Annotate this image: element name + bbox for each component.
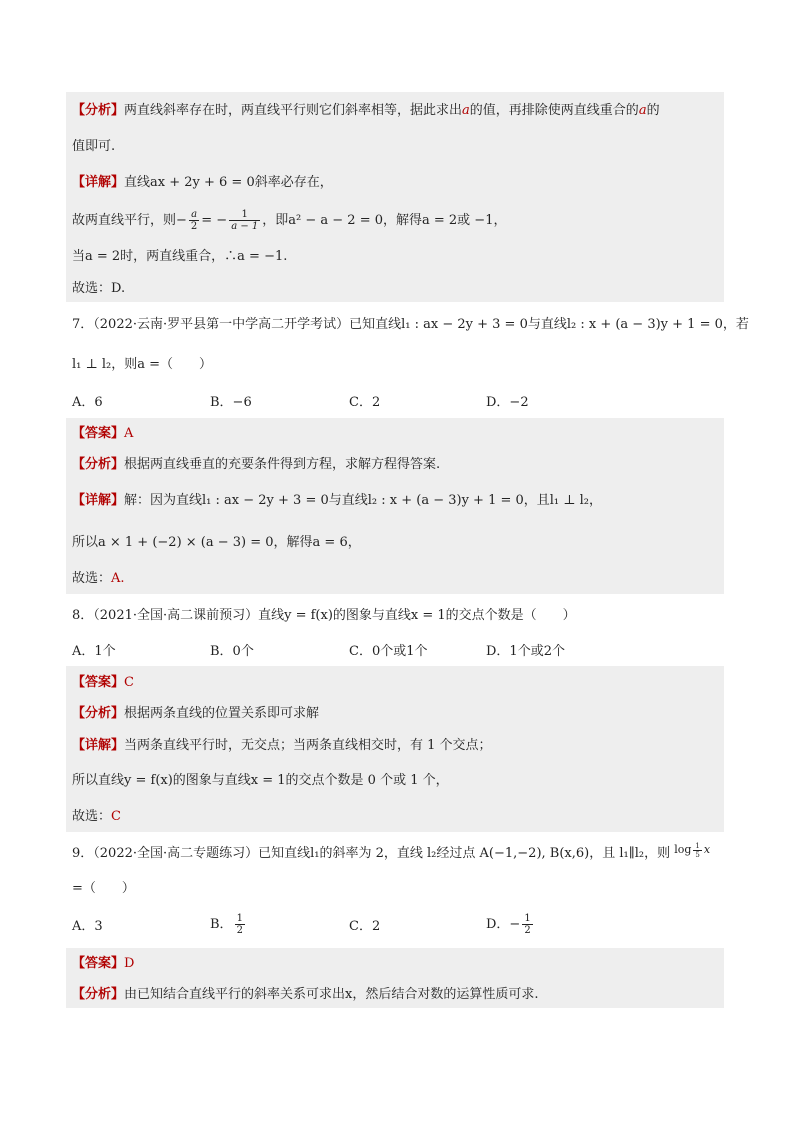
q6-frac2: $\frac{1}{a - 1}$ xyxy=(231,209,259,232)
q6-analysis-text2: 的值，再排除使两直线重合的 xyxy=(469,103,639,118)
q9-analysis-tag: 【分析】 xyxy=(72,987,125,1002)
q8-option-a: A．1个 xyxy=(72,644,116,659)
q7-answer-tag: 【答案】 xyxy=(72,426,125,441)
q6-line2-b: ，即a² − a − 2 = 0，解得a = 2或 −1， xyxy=(262,213,507,228)
q7-choose-line xyxy=(72,570,125,588)
q6-choose: 故选：D. xyxy=(72,281,126,296)
q6-analysis-cont: 值即可. xyxy=(72,139,116,154)
q7-answer-value: A xyxy=(124,426,134,441)
q8-choose-label: 故选： xyxy=(72,809,112,824)
q9-option-a: A．3 xyxy=(72,919,103,934)
q6-eq-mid: = − xyxy=(201,213,228,228)
q9-log-expr: log $\frac{1}{5}$ x xyxy=(674,842,711,859)
q7-stem-line2: l₁ ⊥ l₂，则a =（ ） xyxy=(72,357,213,372)
q6-parallel-line xyxy=(72,206,506,236)
q7-detail-text: 解：因为直线l₁ : ax − 2y + 3 = 0与直线l₂ : x + (a − 3)y + 1 = 0，且l₁ ⊥ l₂， xyxy=(124,493,602,508)
q8-answer-tag: 【答案】 xyxy=(72,675,125,690)
q6-analysis-text3: 的 xyxy=(646,103,660,118)
q7-analysis-text: 根据两直线垂直的充要条件得到方程，求解方程得答案. xyxy=(124,457,441,472)
q8-answer-line xyxy=(72,674,134,692)
q7-analysis-tag: 【分析】 xyxy=(72,457,125,472)
q6-frac1: $\frac{a}{2}$ xyxy=(190,209,198,232)
q9-stem-text: 9．（2022·全国·高二专题练习）已知直线l₁的斜率为 2，直线 l₂经过点 A(−1,−2), B(x,6)，且 l₁∥l₂，则 xyxy=(72,846,671,861)
q7-analysis-line xyxy=(72,456,440,474)
q6-analysis-tag: 【分析】 xyxy=(72,103,125,118)
q9-analysis-line xyxy=(72,986,538,1004)
q6-detail-tag: 【详解】 xyxy=(72,175,125,190)
q8-detail-text: 当两条直线平行时，无交点；当两条直线相交时，有 1 个交点； xyxy=(124,738,492,753)
q8-answer-value: C xyxy=(124,675,134,690)
q7-answer-line xyxy=(72,425,133,443)
q8-option-b: B．0个 xyxy=(210,644,254,659)
q7-option-c: C．2 xyxy=(349,395,381,410)
q7-detail-tag: 【详解】 xyxy=(72,493,125,508)
q9-answer-tag: 【答案】 xyxy=(72,956,125,971)
q9-analysis-text: 由已知结合直线平行的斜率关系可求出x，然后结合对数的运算性质可求. xyxy=(124,987,539,1002)
q6-line2-a: 故两直线平行，则− xyxy=(72,213,187,228)
q9-option-d: D．− $\frac{1}{2}$ xyxy=(486,913,531,936)
q7-detail-line2: 所以a × 1 + (−2) × (a − 3) = 0，解得a = 6， xyxy=(72,535,361,550)
q7-option-d: D．−2 xyxy=(486,395,529,410)
q6-solution-block xyxy=(66,92,724,302)
q8-analysis-line xyxy=(72,705,319,723)
q6-analysis-line xyxy=(72,102,660,120)
q9-stem-line2: =（ ） xyxy=(72,881,135,896)
q8-detail-tag: 【详解】 xyxy=(72,738,125,753)
q7-option-b: B．−6 xyxy=(210,395,252,410)
q7-choose-value: A. xyxy=(111,571,125,586)
q8-analysis-tag: 【分析】 xyxy=(72,706,125,721)
q8-detail-line xyxy=(72,737,492,755)
q8-choose-value: C xyxy=(111,809,121,824)
q7-detail-line xyxy=(72,492,602,510)
q9-option-c: C．2 xyxy=(349,919,381,934)
q7-option-a: A．6 xyxy=(72,395,103,410)
q7-choose-label: 故选： xyxy=(72,571,112,586)
q9-option-b: B． $\frac{1}{2}$ xyxy=(210,913,243,936)
q8-analysis-text: 根据两条直线的位置关系即可求解 xyxy=(124,706,320,721)
q6-analysis-text: 两直线斜率存在时，两直线平行则它们斜率相等，据此求出 xyxy=(124,103,463,118)
q6-detail-line xyxy=(72,174,333,192)
q8-stem: 8．（2021·全国·高二课前预习）直线y = f(x)的图象与直线x = 1的交点个数是（ ） xyxy=(72,608,576,623)
q6-detail-text: 直线ax + 2y + 6 = 0斜率必存在， xyxy=(124,175,333,190)
q8-option-d: D．1个或2个 xyxy=(486,644,565,659)
q9-stem-line1 xyxy=(72,842,711,863)
q8-detail-line2: 所以直线y = f(x)的图象与直线x = 1的交点个数是 0 个或 1 个， xyxy=(72,773,449,788)
q9-answer-value: D xyxy=(124,956,135,971)
q7-stem-line1: 7．（2022·云南·罗平县第一中学高二开学考试）已知直线l₁ : ax − 2y + 3 = 0与直线l₂ : x + (a − 3)y + 1 = 0，若 xyxy=(72,317,749,332)
q6-analysis-var2: a xyxy=(638,103,647,118)
q8-choose-line xyxy=(72,808,121,826)
q6-analysis-var: a xyxy=(462,103,470,118)
q9-answer-line xyxy=(72,955,134,973)
q6-coincide-line: 当a = 2时，两直线重合，∴a = −1. xyxy=(72,249,288,264)
q8-option-c: C．0个或1个 xyxy=(349,644,428,659)
